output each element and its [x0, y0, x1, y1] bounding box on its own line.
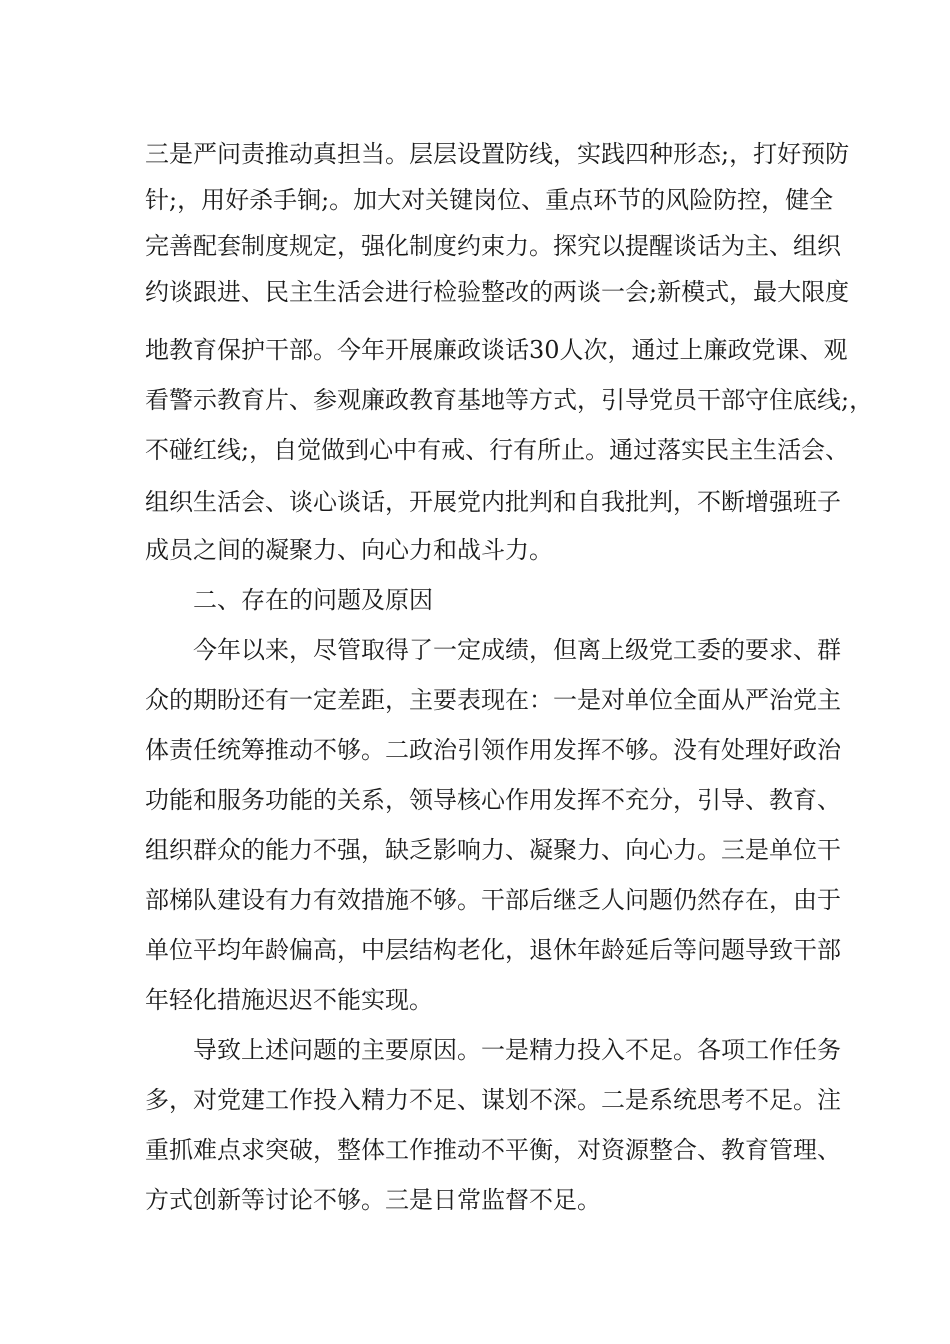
- text-line: 功能和服务功能的关系，领导核心作用发挥不充分，引导、教育、: [145, 786, 841, 814]
- text-line: 地教育保护干部。今年开展廉政谈话30人次，通过上廉政党课、观: [145, 336, 848, 364]
- text-line: 看警示教育片、参观廉政教育基地等方式，引导党员干部守住底线;，: [145, 386, 874, 414]
- text-line: 方式创新等讨论不够。三是日常监督不足。: [145, 1186, 601, 1214]
- text-line: 约谈跟进、民主生活会进行检验整改的两谈一会;新模式，最大限度: [145, 278, 850, 306]
- section-heading: 二、存在的问题及原因: [193, 586, 433, 614]
- text-line: 导致上述问题的主要原因。一是精力投入不足。各项工作任务: [193, 1036, 841, 1064]
- text-line: 完善配套制度规定，强化制度约束力。探究以提醒谈话为主、组织: [145, 232, 841, 260]
- text-line: 成员之间的凝聚力、向心力和战斗力。: [145, 536, 553, 564]
- text-line: 部梯队建设有力有效措施不够。干部后继乏人问题仍然存在，由于: [145, 886, 841, 914]
- text-line: 组织生活会、谈心谈话，开展党内批判和自我批判，不断增强班子: [145, 488, 841, 516]
- text-line: 体责任统筹推动不够。二政治引领作用发挥不够。没有处理好政治: [145, 736, 841, 764]
- text-line: 众的期盼还有一定差距，主要表现在：一是对单位全面从严治党主: [145, 686, 841, 714]
- text-line: 三是严问责推动真担当。层层设置防线，实践四种形态;，打好预防: [145, 140, 850, 168]
- text-line: 针;，用好杀手锏;。加大对关键岗位、重点环节的风险防控，健全: [145, 186, 834, 214]
- text-line: 组织群众的能力不强，缺乏影响力、凝聚力、向心力。三是单位干: [145, 836, 841, 864]
- text-line: 不碰红线;，自觉做到心中有戒、行有所止。通过落实民主生活会、: [145, 436, 850, 464]
- text-line: 单位平均年龄偏高，中层结构老化，退休年龄延后等问题导致干部: [145, 936, 841, 964]
- text-line: 今年以来，尽管取得了一定成绩，但离上级党工委的要求、群: [193, 636, 841, 664]
- text-line: 年轻化措施迟迟不能实现。: [145, 986, 433, 1014]
- text-line: 重抓难点求突破，整体工作推动不平衡，对资源整合、教育管理、: [145, 1136, 841, 1164]
- text-line: 多，对党建工作投入精力不足、谋划不深。二是系统思考不足。注: [145, 1086, 841, 1114]
